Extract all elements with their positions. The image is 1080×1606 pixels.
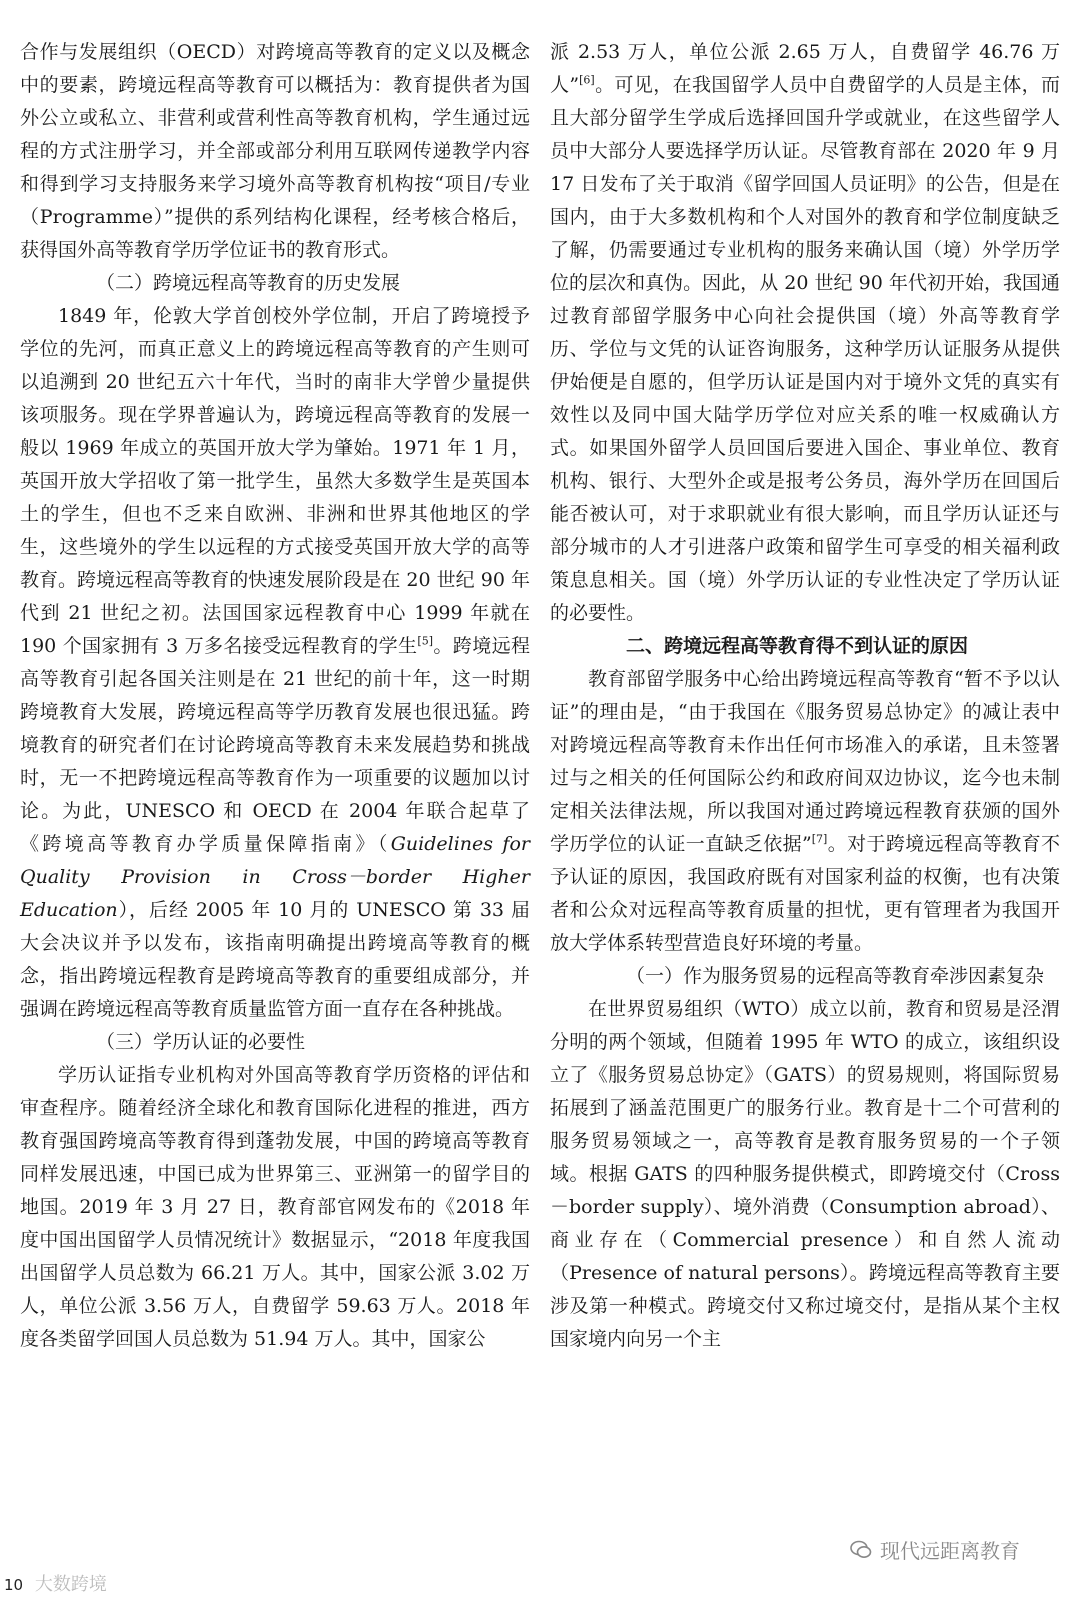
italic-title: Guidelines for Quality Provision in Cross－border Higher Education xyxy=(20,833,530,921)
citation-ref: [7] xyxy=(811,832,828,846)
section-subheading: （三）学历认证的必要性 xyxy=(96,1031,306,1053)
section-subheading: （一）作为服务贸易的远程高等教育牵涉因素复杂 xyxy=(626,965,1045,987)
paragraph-text: ），后经 2005 年 10 月的 UNESCO 第 33 届大会决议并予以发布，该指南明确提出跨境高等教育的概念，指出跨境远程教育是跨境高等教育的重要组成部分，并强调在跨境远程高等教育质量监管方面一直存在各种挑战。 xyxy=(20,899,530,1020)
right-column xyxy=(550,36,1060,1356)
watermark-text: 大数跨境 xyxy=(34,1574,107,1595)
section-heading: 二、跨境远程高等教育得不到认证的原因 xyxy=(626,635,969,657)
paragraph-text: 派 2.53 万人，单位公派 2.65 万人，自费留学 46.76 万人” xyxy=(550,41,1060,96)
paragraph-text: 教育部留学服务中心给出跨境远程高等教育“暂不予以认证”的理由是，“由于我国在《服务贸易总协定》的减让表中对跨境远程高等教育未作出任何市场准入的承诺，且未签署过与之相关的任何国际公约和政府间双边协议，迄今也未制定相关法律法规，所以我国对通过跨境远程教育获颁的国外学历学位的认证一直缺乏依据” xyxy=(550,668,1060,855)
paragraph: 合作与发展组织（OECD）对跨境高等教育的定义以及概念中的要素，跨境远程高等教育可以概括为：教育提供者为国外公立或私立、非营利或营利性高等教育机构，学生通过远程的方式注册学习，并全部或部分利用互联网传递教学内容和得到学习支持服务来学习境外高等教育机构按“项目/专业（Programme）”提供的系列结构化课程，经考核合格后，获得国外高等教育学历学位证书的教育形式。 xyxy=(20,41,530,261)
footer-right xyxy=(850,1535,1020,1564)
page-number: 10 xyxy=(4,1576,24,1594)
section-subheading: （二）跨境远程高等教育的历史发展 xyxy=(96,272,401,294)
paragraph: 在世界贸易组织（WTO）成立以前，教育和贸易是泾渭分明的两个领域，但随着 1995 年 WTO 的成立，该组织设立了《服务贸易总协定》（GATS）的贸易规则，将国际贸易拓展到了涵盖范围更广的服务行业。教育是十二个可营利的服务贸易领域之一，高等教育是教育服务贸易的一个子领域。根据 GATS 的四种服务提供模式，即跨境交付（Cross－border supply）、境外消费（Consumption abroad）、商业存在（Commercial presence）和自然人流动（Presence of natural persons）。跨境远程高等教育主要涉及第一种模式。跨境交付又称过境交付，是指从某个主权国家境内向另一个主 xyxy=(550,998,1060,1350)
paragraph xyxy=(550,36,1060,630)
paragraph-text: 。可见，在我国留学人员中自费留学的人员是主体，而且大部分留学生学成后选择回国升学或就业，在这些留学人员中大部分人要选择学历认证。尽管教育部在 2020 年 9 月 17 日发布了关于取消《留学回国人员证明》的公告，但是在国内，由于大多数机构和个人对国外的教育和学位制度缺乏了解，仍需要通过专业机构的服务来确认国（境）外学历学位的层次和真伪。因此，从 20 世纪 90 年代初开始，我国通过教育部留学服务中心向社会提供国（境）外高等教育学历、学位与文凭的认证咨询服务，这种学历认证服务从提供伊始便是自愿的，但学历认证是国内对于境外文凭的真实有效性以及同中国大陆学历学位对应关系的唯一权威确认方式。如果国外留学人员回国后要进入国企、事业单位、教育机构、银行、大型外企或是报考公务员，海外学历在回国后能否被认可，对于求职就业有很大影响，而且学历认证还与部分城市的人才引进落户政策和留学生可享受的相关福利政策息息相关。国（境）外学历认证的专业性决定了学历认证的必要性。 xyxy=(550,74,1060,624)
wechat-icon xyxy=(850,1539,872,1561)
paragraph-text: 1849 年，伦敦大学首创校外学位制，开启了跨境授予学位的先河，而真正意义上的跨境远程高等教育的产生则可以追溯到 20 世纪五六十年代，当时的南非大学曾少量提供该项服务。现在学界普遍认为，跨境远程高等教育的发展一般以 1969 年成立的英国开放大学为肇始。1971 年 1 月，英国开放大学招收了第一批学生，虽然大多数学生是英国本土的学生，但也不乏来自欧洲、非洲和世界其他地区的学生，这些境外的学生以远程的方式接受英国开放大学的高等教育。跨境远程高等教育的快速发展阶段是在 20 世纪 90 年代到 21 世纪之初。法国国家远程教育中心 1999 年就在 190 个国家拥有 3 万多名接受远程教育的学生 xyxy=(20,305,530,657)
paragraph xyxy=(20,300,530,1026)
paragraph-text: 。对于跨境远程高等教育不予认证的原因，我国政府既有对国家利益的权衡，也有决策者和公众对远程高等教育质量的担忧，更有管理者为我国开放大学体系转型营造良好环境的考量。 xyxy=(550,833,1060,954)
watermark-text: 现代远距离教育 xyxy=(880,1539,1020,1563)
citation-ref: [5] xyxy=(417,634,433,648)
paragraph xyxy=(550,663,1060,960)
paragraph: 学历认证指专业机构对外国高等教育学历资格的评估和审查程序。随着经济全球化和教育国际化进程的推进，西方教育强国跨境高等教育得到蓬勃发展，中国的跨境高等教育同样发展迅速，中国已成为世界第三、亚洲第一的留学目的地国。2019 年 3 月 27 日，教育部官网发布的《2018 年度中国出国留学人员情况统计》数据显示，“2018 年度我国出国留学人员总数为 66.21 万人。其中，国家公派 3.02 万人，单位公派 3.56 万人，自费留学 59.63 万人。2018 年度各类留学回国人员总数为 51.94 万人。其中，国家公 xyxy=(20,1064,530,1350)
paragraph-text: 。跨境远程高等教育引起各国关注则是在 21 世纪的前十年，这一时期跨境教育大发展，跨境远程高等学历教育发展也很迅猛。跨境教育的研究者们在讨论跨境高等教育未来发展趋势和挑战时，无一不把跨境远程高等教育作为一项重要的议题加以讨论。为此，UNESCO 和 OECD 在 2004 年联合起草了《跨境高等教育办学质量保障指南》（ xyxy=(20,635,530,855)
footer-left xyxy=(4,1570,107,1596)
citation-ref: [6] xyxy=(579,73,595,87)
left-column xyxy=(20,36,530,1356)
